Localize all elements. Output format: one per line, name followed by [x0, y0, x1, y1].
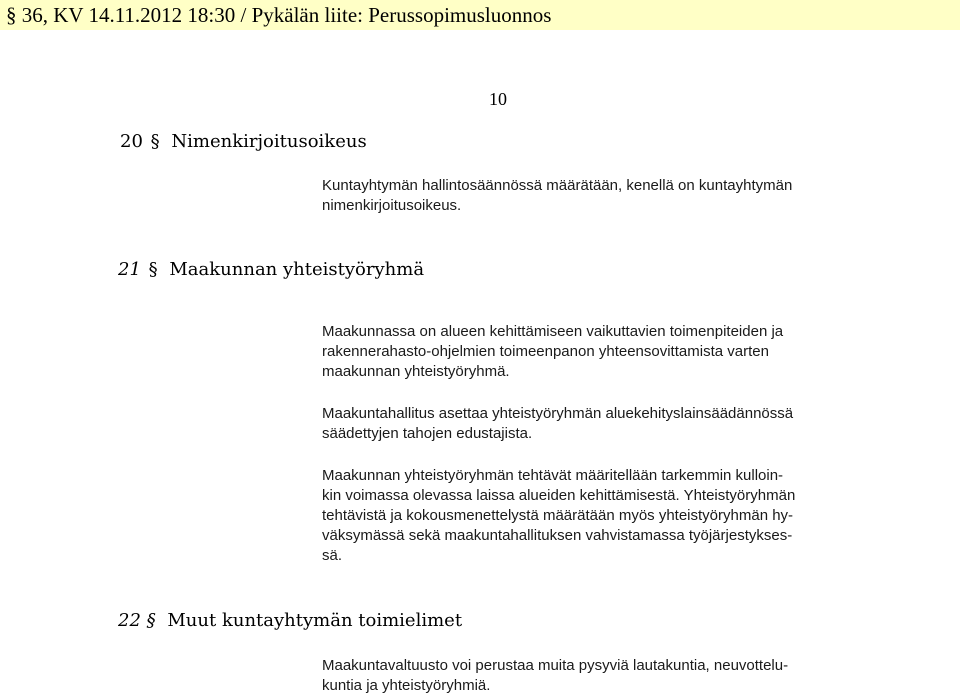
- section-21-paragraph-3: [322, 466, 892, 566]
- section-heading-20: [120, 130, 367, 154]
- text-line: Maakuntahallitus asettaa yhteistyöryhmän aluekehityslainsäädännössä: [322, 405, 794, 422]
- section-title: Nimenkirjoitusoikeus: [171, 131, 367, 152]
- section-sign: §: [150, 131, 160, 152]
- section-21-paragraph-2: [322, 404, 892, 444]
- section-title: Maakunnan yhteistyöryhmä: [169, 259, 425, 280]
- section-heading-22: [118, 609, 462, 633]
- section-21-paragraph-1: [322, 322, 892, 382]
- section-20-paragraph-1: [322, 176, 892, 216]
- section-sign: §: [146, 610, 156, 631]
- text-line: Maakunnassa on alueen kehittämiseen vaikuttavien toimenpiteiden ja: [322, 323, 784, 340]
- text-line: kin voimassa olevassa laissa alueiden kehittämisestä. Yhteistyöryhmän: [322, 487, 796, 504]
- text-line: kuntia ja yhteistyöryhmiä.: [322, 677, 491, 694]
- text-line: väksymässä sekä maakuntahallituksen vahvistamassa työjärjestykses-: [322, 527, 793, 544]
- text-line: sä.: [322, 547, 343, 564]
- section-title: Muut kuntayhtymän toimielimet: [167, 610, 463, 631]
- text-line: tehtävistä ja kokousmenettelystä määrätään myös yhteistyöryhmän hy-: [322, 507, 794, 524]
- section-number: 20: [120, 131, 143, 152]
- text-line: säädettyjen tahojen edustajista.: [322, 425, 533, 442]
- section-22-paragraph-1: [322, 656, 892, 696]
- document-header-title: § 36, KV 14.11.2012 18:30 / Pykälän liite: Perussopimusluonnos: [6, 3, 552, 27]
- text-line: maakunnan yhteistyöryhmä.: [322, 363, 510, 380]
- section-number: 21: [118, 259, 141, 280]
- text-line: Maakuntavaltuusto voi perustaa muita pysyviä lautakuntia, neuvottelu-: [322, 657, 789, 674]
- section-heading-21: [118, 258, 424, 282]
- text-line: nimenkirjoitusoikeus.: [322, 197, 462, 214]
- document-header-bar: [0, 0, 960, 30]
- text-line: rakennerahasto-ohjelmien toimeenpanon yhteensovittamista varten: [322, 343, 769, 360]
- section-sign: §: [148, 259, 158, 280]
- text-line: Kuntayhtymän hallintosäännössä määrätään, kenellä on kuntayhtymän: [322, 177, 793, 194]
- page-number: 10: [489, 89, 507, 109]
- section-number: 22: [118, 610, 141, 631]
- text-line: Maakunnan yhteistyöryhmän tehtävät määritellään tarkemmin kulloin-: [322, 467, 784, 484]
